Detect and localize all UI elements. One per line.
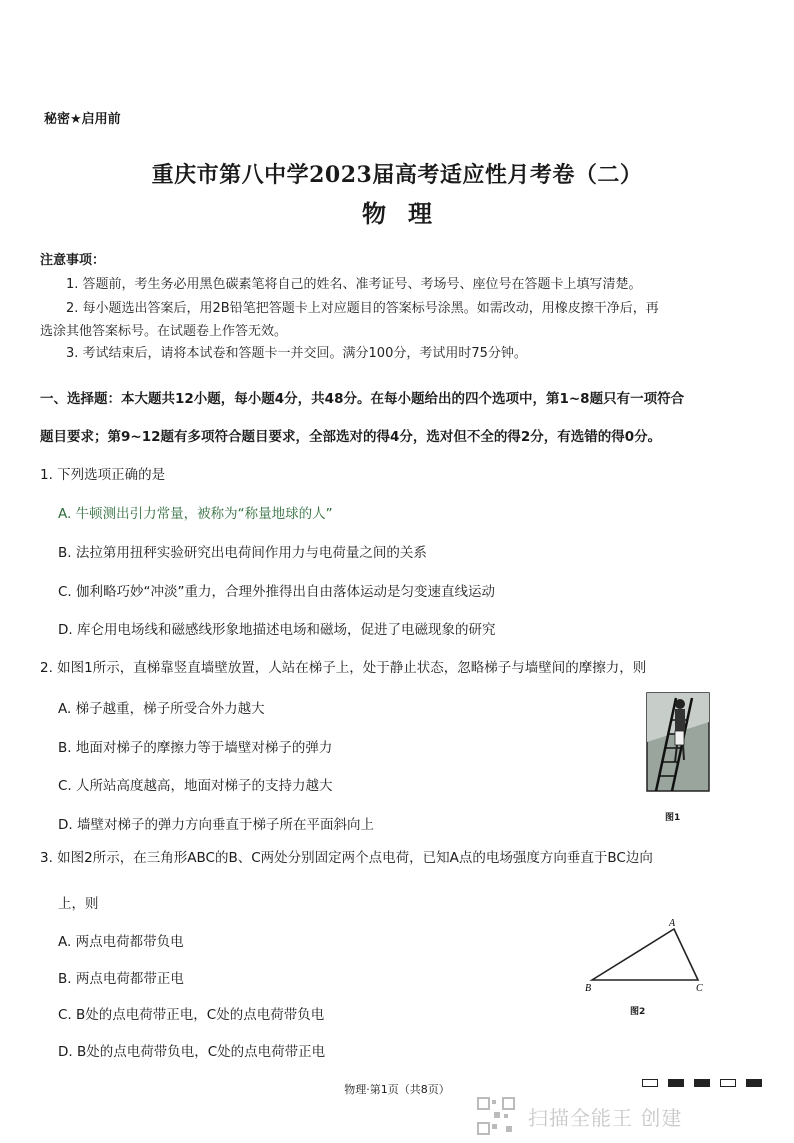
- question-3-option-d: D. B处的点电荷带负电，C处的点电荷带正电: [58, 1044, 326, 1060]
- question-1-option-c: C. 伽利略巧妙“冲淡”重力，合理外推得出自由落体运动是匀变速直线运动: [58, 584, 495, 600]
- notice-item-2-cont: 选涂其他答案标号。在试题卷上作答无效。: [40, 324, 288, 339]
- mark-hollow: [720, 1079, 736, 1087]
- question-3-stem: 3. 如图2所示，在三角形ABC的B、C两处分别固定两个点电荷，已知A点的电场强度方向垂直于BC边向: [40, 850, 653, 866]
- section-instructions-line2: 题目要求；第9~12题有多项符合题目要求，全部选对的得4分，选对但不全的得2分，有选错的得0分。: [40, 429, 662, 445]
- question-2-option-d: D. 墙壁对梯子的弹力方向垂直于梯子所在平面斜向上: [58, 817, 374, 833]
- page-footer: 物理·第1页（共8页）: [344, 1083, 450, 1096]
- question-3-option-b: B. 两点电荷都带正电: [58, 971, 184, 987]
- figure-1-caption: 图1: [665, 813, 681, 823]
- secret-label: 秘密★启用前: [44, 112, 121, 127]
- exam-title: 重庆市第八中学2023届高考适应性月考卷（二）: [151, 162, 643, 188]
- qr-code-icon: [476, 1096, 516, 1136]
- question-3-option-c: C. B处的点电荷带正电，C处的点电荷带负电: [58, 1007, 325, 1023]
- question-3-option-a: A. 两点电荷都带负电: [58, 934, 184, 950]
- section-instructions-line1: 一、选择题：本大题共12小题，每小题4分，共48分。在每小题给出的四个选项中，第1~8题只有一项符合: [40, 391, 685, 407]
- question-1-option-b: B. 法拉第用扭秤实验研究出电荷间作用力与电荷量之间的关系: [58, 545, 427, 561]
- vertex-label-a: A: [669, 918, 676, 929]
- triangle-figure: [580, 915, 710, 995]
- mark-filled: [668, 1079, 684, 1087]
- mark-filled: [746, 1079, 762, 1087]
- notice-item-3: 3. 考试结束后，请将本试卷和答题卡一并交回。满分100分，考试用时75分钟。: [66, 346, 527, 361]
- notice-item-1: 1. 答题前，考生务必用黑色碳素笔将自己的姓名、准考证号、考场号、座位号在答题卡上填写清楚。: [66, 277, 642, 292]
- question-2-option-a: A. 梯子越重，梯子所受合外力越大: [58, 701, 265, 717]
- vertex-label-b: B: [585, 983, 592, 994]
- scanner-watermark: 扫描全能王 创建: [528, 1106, 683, 1130]
- mark-hollow: [642, 1079, 658, 1087]
- question-2-stem: 2. 如图1所示，直梯靠竖直墙壁放置，人站在梯子上，处于静止状态，忽略梯子与墙壁间的摩擦力，则: [40, 660, 647, 676]
- subject-title: 物理: [362, 199, 454, 228]
- question-2-option-b: B. 地面对梯子的摩擦力等于墙壁对梯子的弹力: [58, 740, 333, 756]
- alignment-marks: [642, 1079, 762, 1087]
- question-1-option-a: A. 牛顿测出引力常量，被称为“称量地球的人”: [58, 506, 333, 522]
- question-1-option-d: D. 库仑用电场线和磁感线形象地描述电场和磁场，促进了电磁现象的研究: [58, 622, 496, 638]
- notice-item-2: 2. 每小题选出答案后，用2B铅笔把答题卡上对应题目的答案标号涂黑。如需改动，用橡皮擦干净后，再: [66, 301, 659, 316]
- notice-heading: 注意事项：: [40, 253, 106, 268]
- question-1-stem: 1. 下列选项正确的是: [40, 467, 166, 483]
- mark-filled: [694, 1079, 710, 1087]
- question-3-stem-cont: 上，则: [58, 896, 99, 912]
- vertex-label-c: C: [696, 983, 703, 994]
- ladder-figure: [646, 692, 710, 792]
- question-2-option-c: C. 人所站高度越高，地面对梯子的支持力越大: [58, 778, 333, 794]
- figure-2-caption: 图2: [630, 1007, 646, 1017]
